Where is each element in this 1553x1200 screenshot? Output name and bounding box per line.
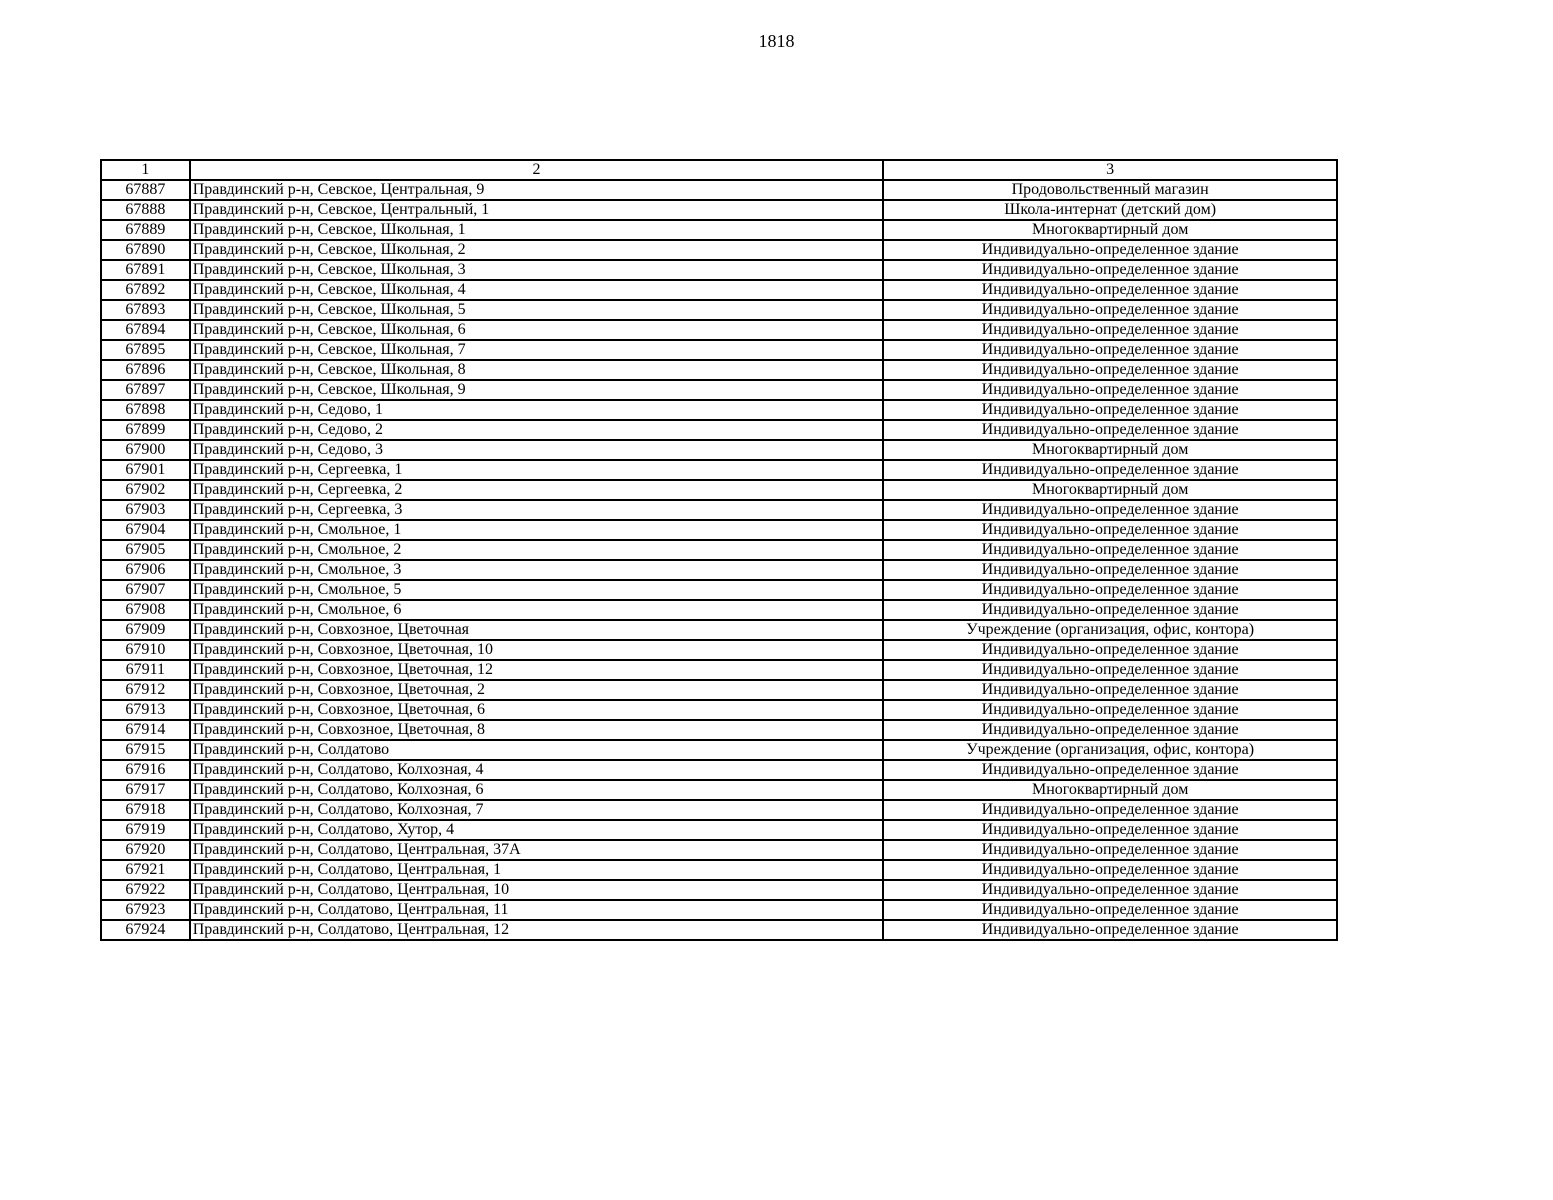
object-type-cell: Индивидуально-определенное здание (883, 240, 1337, 260)
table-row (101, 880, 1337, 900)
table-row (101, 200, 1337, 220)
address-cell: Правдинский р-н, Севское, Школьная, 4 (190, 280, 884, 300)
address-cell: Правдинский р-н, Севское, Школьная, 7 (190, 340, 884, 360)
address-cell: Правдинский р-н, Солдатово, Центральная, 1 (190, 860, 884, 880)
object-type-cell: Многоквартирный дом (883, 440, 1337, 460)
address-cell: Правдинский р-н, Смольное, 2 (190, 540, 884, 560)
table-row (101, 240, 1337, 260)
table-row (101, 360, 1337, 380)
row-number-cell: 67903 (101, 500, 190, 520)
table-body (101, 160, 1337, 940)
object-type-cell: Многоквартирный дом (883, 780, 1337, 800)
address-cell: Правдинский р-н, Солдатово, Колхозная, 6 (190, 780, 884, 800)
object-type-cell: Многоквартирный дом (883, 480, 1337, 500)
address-cell: Правдинский р-н, Солдатово, Центральная, 11 (190, 900, 884, 920)
row-number-cell: 67913 (101, 700, 190, 720)
address-cell: Правдинский р-н, Сергеевка, 1 (190, 460, 884, 480)
address-cell: Правдинский р-н, Севское, Школьная, 9 (190, 380, 884, 400)
address-cell: Правдинский р-н, Севское, Школьная, 1 (190, 220, 884, 240)
address-cell: Правдинский р-н, Седово, 1 (190, 400, 884, 420)
address-cell: Правдинский р-н, Солдатово (190, 740, 884, 760)
table-row (101, 440, 1337, 460)
row-number-cell: 67900 (101, 440, 190, 460)
row-number-cell: 67901 (101, 460, 190, 480)
address-cell: Правдинский р-н, Севское, Центральный, 1 (190, 200, 884, 220)
table-row (101, 460, 1337, 480)
address-cell: Правдинский р-н, Севское, Школьная, 6 (190, 320, 884, 340)
table-row (101, 180, 1337, 200)
object-type-cell: Индивидуально-определенное здание (883, 700, 1337, 720)
table-row (101, 540, 1337, 560)
address-cell: Правдинский р-н, Севское, Школьная, 2 (190, 240, 884, 260)
address-cell: Правдинский р-н, Солдатово, Колхозная, 7 (190, 800, 884, 820)
table-row (101, 640, 1337, 660)
address-cell: Правдинский р-н, Солдатово, Центральная, 10 (190, 880, 884, 900)
object-type-cell: Индивидуально-определенное здание (883, 820, 1337, 840)
row-number-cell: 67907 (101, 580, 190, 600)
table-row (101, 520, 1337, 540)
address-cell: Правдинский р-н, Солдатово, Хутор, 4 (190, 820, 884, 840)
table-row (101, 480, 1337, 500)
row-number-cell: 67923 (101, 900, 190, 920)
row-number-cell: 67915 (101, 740, 190, 760)
address-cell: Правдинский р-н, Сергеевка, 3 (190, 500, 884, 520)
row-number-cell: 67889 (101, 220, 190, 240)
object-type-cell: Многоквартирный дом (883, 220, 1337, 240)
object-type-cell: Индивидуально-определенное здание (883, 400, 1337, 420)
table-row (101, 900, 1337, 920)
table-header-row (101, 160, 1337, 180)
table-row (101, 800, 1337, 820)
object-type-cell: Индивидуально-определенное здание (883, 540, 1337, 560)
object-type-cell: Индивидуально-определенное здание (883, 680, 1337, 700)
row-number-cell: 67922 (101, 880, 190, 900)
table-row (101, 220, 1337, 240)
registry-table (100, 159, 1338, 941)
address-cell: Правдинский р-н, Совхозное, Цветочная, 2 (190, 680, 884, 700)
address-cell: Правдинский р-н, Солдатово, Центральная, 12 (190, 920, 884, 940)
row-number-cell: 67919 (101, 820, 190, 840)
page-number: 1818 (758, 31, 795, 51)
object-type-cell: Индивидуально-определенное здание (883, 300, 1337, 320)
row-number-cell: 67909 (101, 620, 190, 640)
object-type-cell: Индивидуально-определенное здание (883, 320, 1337, 340)
object-type-cell: Индивидуально-определенное здание (883, 900, 1337, 920)
column-header-1: 1 (101, 160, 190, 180)
address-cell: Правдинский р-н, Севское, Школьная, 3 (190, 260, 884, 280)
object-type-cell: Индивидуально-определенное здание (883, 340, 1337, 360)
row-number-cell: 67916 (101, 760, 190, 780)
object-type-cell: Индивидуально-определенное здание (883, 660, 1337, 680)
table-row (101, 720, 1337, 740)
row-number-cell: 67905 (101, 540, 190, 560)
object-type-cell: Учреждение (организация, офис, контора) (883, 740, 1337, 760)
address-cell: Правдинский р-н, Солдатово, Колхозная, 4 (190, 760, 884, 780)
object-type-cell: Индивидуально-определенное здание (883, 720, 1337, 740)
row-number-cell: 67920 (101, 840, 190, 860)
row-number-cell: 67924 (101, 920, 190, 940)
object-type-cell: Индивидуально-определенное здание (883, 880, 1337, 900)
object-type-cell: Индивидуально-определенное здание (883, 420, 1337, 440)
object-type-cell: Индивидуально-определенное здание (883, 260, 1337, 280)
address-cell: Правдинский р-н, Совхозное, Цветочная (190, 620, 884, 640)
table-row (101, 920, 1337, 940)
row-number-cell: 67897 (101, 380, 190, 400)
address-cell: Правдинский р-н, Совхозное, Цветочная, 6 (190, 700, 884, 720)
row-number-cell: 67911 (101, 660, 190, 680)
table-row (101, 340, 1337, 360)
object-type-cell: Индивидуально-определенное здание (883, 520, 1337, 540)
table-row (101, 280, 1337, 300)
row-number-cell: 67899 (101, 420, 190, 440)
table-row (101, 400, 1337, 420)
table-row (101, 420, 1337, 440)
object-type-cell: Индивидуально-определенное здание (883, 560, 1337, 580)
object-type-cell: Индивидуально-определенное здание (883, 860, 1337, 880)
table-row (101, 300, 1337, 320)
address-cell: Правдинский р-н, Седово, 3 (190, 440, 884, 460)
object-type-cell: Индивидуально-определенное здание (883, 460, 1337, 480)
object-type-cell: Индивидуально-определенное здание (883, 580, 1337, 600)
table-row (101, 840, 1337, 860)
row-number-cell: 67910 (101, 640, 190, 660)
object-type-cell: Учреждение (организация, офис, контора) (883, 620, 1337, 640)
address-cell: Правдинский р-н, Совхозное, Цветочная, 12 (190, 660, 884, 680)
column-header-3: 3 (883, 160, 1337, 180)
object-type-cell: Индивидуально-определенное здание (883, 760, 1337, 780)
row-number-cell: 67894 (101, 320, 190, 340)
row-number-cell: 67890 (101, 240, 190, 260)
table-row (101, 780, 1337, 800)
row-number-cell: 67898 (101, 400, 190, 420)
object-type-cell: Индивидуально-определенное здание (883, 500, 1337, 520)
row-number-cell: 67893 (101, 300, 190, 320)
table-row (101, 680, 1337, 700)
address-cell: Правдинский р-н, Смольное, 6 (190, 600, 884, 620)
address-cell: Правдинский р-н, Сергеевка, 2 (190, 480, 884, 500)
row-number-cell: 67921 (101, 860, 190, 880)
object-type-cell: Продовольственный магазин (883, 180, 1337, 200)
row-number-cell: 67891 (101, 260, 190, 280)
object-type-cell: Индивидуально-определенное здание (883, 640, 1337, 660)
row-number-cell: 67895 (101, 340, 190, 360)
table-row (101, 760, 1337, 780)
table-row (101, 740, 1337, 760)
address-cell: Правдинский р-н, Совхозное, Цветочная, 8 (190, 720, 884, 740)
table-row (101, 320, 1337, 340)
row-number-cell: 67906 (101, 560, 190, 580)
address-cell: Правдинский р-н, Седово, 2 (190, 420, 884, 440)
object-type-cell: Индивидуально-определенное здание (883, 920, 1337, 940)
row-number-cell: 67908 (101, 600, 190, 620)
table-row (101, 600, 1337, 620)
address-cell: Правдинский р-н, Солдатово, Центральная, 37А (190, 840, 884, 860)
row-number-cell: 67917 (101, 780, 190, 800)
table-row (101, 380, 1337, 400)
column-header-2: 2 (190, 160, 884, 180)
address-cell: Правдинский р-н, Смольное, 3 (190, 560, 884, 580)
row-number-cell: 67902 (101, 480, 190, 500)
table-row (101, 500, 1337, 520)
table-row (101, 580, 1337, 600)
table-row (101, 820, 1337, 840)
object-type-cell: Индивидуально-определенное здание (883, 600, 1337, 620)
address-cell: Правдинский р-н, Совхозное, Цветочная, 10 (190, 640, 884, 660)
table-row (101, 860, 1337, 880)
row-number-cell: 67896 (101, 360, 190, 380)
object-type-cell: Индивидуально-определенное здание (883, 840, 1337, 860)
table-row (101, 620, 1337, 640)
table-row (101, 700, 1337, 720)
object-type-cell: Индивидуально-определенное здание (883, 380, 1337, 400)
address-cell: Правдинский р-н, Смольное, 1 (190, 520, 884, 540)
row-number-cell: 67888 (101, 200, 190, 220)
row-number-cell: 67914 (101, 720, 190, 740)
object-type-cell: Школа-интернат (детский дом) (883, 200, 1337, 220)
row-number-cell: 67912 (101, 680, 190, 700)
object-type-cell: Индивидуально-определенное здание (883, 360, 1337, 380)
row-number-cell: 67887 (101, 180, 190, 200)
address-cell: Правдинский р-н, Севское, Школьная, 5 (190, 300, 884, 320)
object-type-cell: Индивидуально-определенное здание (883, 280, 1337, 300)
object-type-cell: Индивидуально-определенное здание (883, 800, 1337, 820)
table-row (101, 560, 1337, 580)
address-cell: Правдинский р-н, Смольное, 5 (190, 580, 884, 600)
address-cell: Правдинский р-н, Севское, Центральная, 9 (190, 180, 884, 200)
table-row (101, 260, 1337, 280)
row-number-cell: 67918 (101, 800, 190, 820)
row-number-cell: 67892 (101, 280, 190, 300)
table-row (101, 660, 1337, 680)
address-cell: Правдинский р-н, Севское, Школьная, 8 (190, 360, 884, 380)
row-number-cell: 67904 (101, 520, 190, 540)
